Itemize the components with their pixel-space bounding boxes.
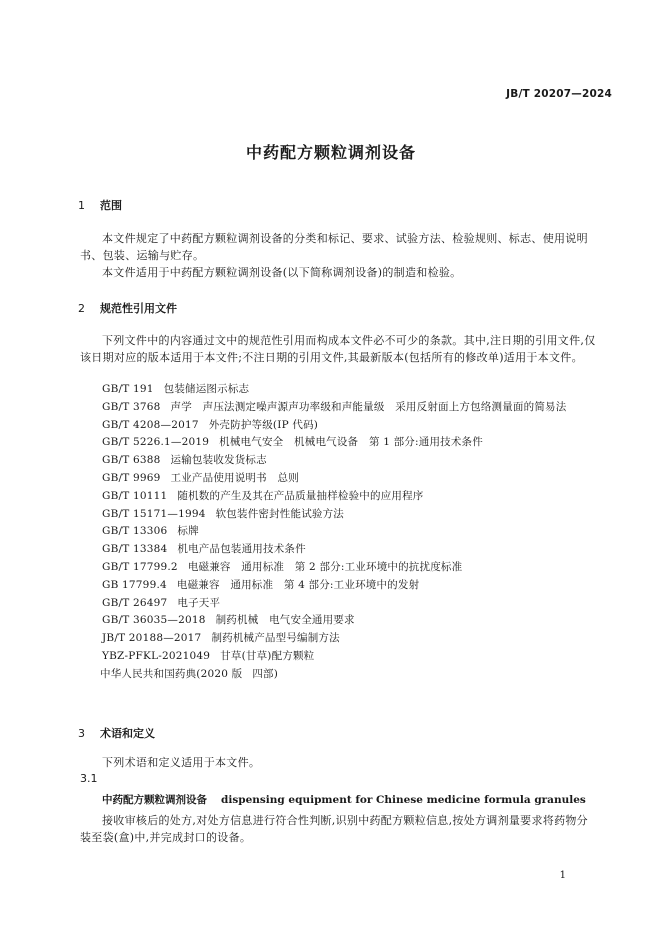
reference-code: GB/T 17799.2 (102, 560, 178, 573)
normative-intro: 下列文件中的内容通过文中的规范性引用而构成本文件必不可少的条款。其中,注日期的引用文件,仅该日期对应的版本适用于本文件;不注日期的引用文件,其最新版本(包括所有的修改单)适用于本文件。 (80, 334, 596, 364)
reference-item (80, 559, 600, 577)
reference-title: 声学 声压法测定噪声源声功率级和声能量级 采用反射面上方包络测量面的简易法 (170, 400, 567, 413)
section-heading-normative (78, 300, 177, 316)
reference-code: GB/T 13384 (102, 543, 168, 556)
page-title: 中药配方颗粒调剂设备 (245, 143, 416, 162)
reference-title: 电磁兼容 通用标准 第 4 部分:工业环境中的发射 (176, 578, 420, 591)
reference-title: 电磁兼容 通用标准 第 2 部分:工业环境中的抗扰度标准 (187, 560, 463, 573)
reference-item (80, 434, 600, 452)
reference-title: 四部) (252, 667, 279, 680)
reference-code: GB/T 5226.1—2019 (102, 436, 210, 449)
reference-title: 机械电气安全 机械电气设备 第 1 部分:通用技术条件 (219, 436, 483, 449)
section-heading-terms (78, 725, 155, 741)
reference-code: YBZ-PFKL-2021049 (102, 649, 211, 662)
clause-number: 3.1 (80, 772, 98, 785)
reference-title: 制药机械 电气安全通用要求 (215, 614, 355, 627)
reference-code: GB/T 13306 (102, 525, 168, 538)
reference-item (80, 488, 600, 506)
reference-title: 制药机械产品型号编制方法 (211, 632, 340, 645)
reference-item (80, 648, 600, 666)
section-title: 规范性引用文件 (100, 302, 177, 315)
reference-code: GB 17799.4 (102, 578, 167, 591)
scope-paragraph-1: 本文件规定了中药配方颗粒调剂设备的分类和标记、要求、试验方法、检验规则、标志、使用说明书、包装、运输与贮存。 (80, 232, 588, 262)
reference-item (80, 630, 600, 648)
terms-intro: 下列术语和定义适用于本文件。 (102, 756, 261, 769)
reference-title: 软包装件密封性能试验方法 (215, 507, 345, 520)
reference-code: GB/T 6388 (102, 454, 161, 467)
section-heading-scope (78, 197, 122, 213)
reference-code: GB/T 15171—1994 (102, 507, 206, 520)
section-title: 术语和定义 (100, 727, 155, 740)
reference-title: 随机数的产生及其在产品质量抽样检验中的应用程序 (177, 489, 424, 502)
reference-title: 标牌 (177, 525, 199, 538)
scope-paragraph-2: 本文件适用于中药配方颗粒调剂设备(以下简称调剂设备)的制造和检验。 (102, 266, 462, 279)
reference-title: 运输包装收发货标志 (170, 454, 267, 467)
reference-title: 甘草(甘草)配方颗粒 (220, 649, 315, 662)
section-number: 2 (78, 302, 85, 315)
term-entry (102, 792, 586, 807)
reference-list (80, 381, 600, 684)
reference-item (80, 381, 600, 399)
section-number: 3 (78, 727, 85, 740)
section-title: 范围 (100, 199, 122, 212)
reference-code: GB/T 3768 (102, 400, 161, 413)
reference-item (80, 612, 600, 630)
reference-title: 外壳防护等级(IP 代码) (208, 418, 319, 431)
reference-code: GB/T 10111 (102, 489, 168, 502)
reference-item (80, 595, 600, 613)
reference-item (80, 452, 600, 470)
reference-item (80, 417, 600, 435)
reference-item (80, 523, 600, 541)
reference-title: 电子天平 (177, 596, 221, 609)
reference-code: GB/T 36035—2018 (102, 614, 206, 627)
term-english: dispensing equipment for Chinese medicine formula granules (221, 794, 586, 806)
reference-item (80, 399, 600, 417)
reference-code: GB/T 191 (102, 383, 154, 395)
reference-code: GB/T 26497 (102, 596, 168, 609)
reference-code: GB/T 9969 (102, 471, 161, 484)
reference-code: GB/T 4208—2017 (102, 418, 199, 431)
reference-item (80, 666, 600, 684)
reference-title: 机电产品包装通用技术条件 (177, 543, 306, 556)
reference-code: JB/T 20188—2017 (102, 632, 202, 645)
reference-item (80, 470, 600, 488)
term-chinese: 中药配方颗粒调剂设备 (102, 794, 207, 806)
reference-item (80, 506, 600, 524)
section-number: 1 (78, 199, 85, 212)
document-id: JB/T 20207—2024 (506, 88, 612, 100)
reference-code: 中华人民共和国药典(2020 版 (100, 667, 243, 680)
term-definition: 接收审核后的处方,对处方信息进行符合性判断,识别中药配方颗粒信息,按处方调剂量要求将药物分装至袋(盒)中,并完成封口的设备。 (80, 814, 588, 844)
reference-title: 包装储运图示标志 (163, 383, 250, 395)
reference-title: 工业产品使用说明书 总则 (170, 471, 299, 484)
reference-item (80, 577, 600, 595)
page-number: 1 (559, 870, 566, 881)
reference-item (80, 541, 600, 559)
